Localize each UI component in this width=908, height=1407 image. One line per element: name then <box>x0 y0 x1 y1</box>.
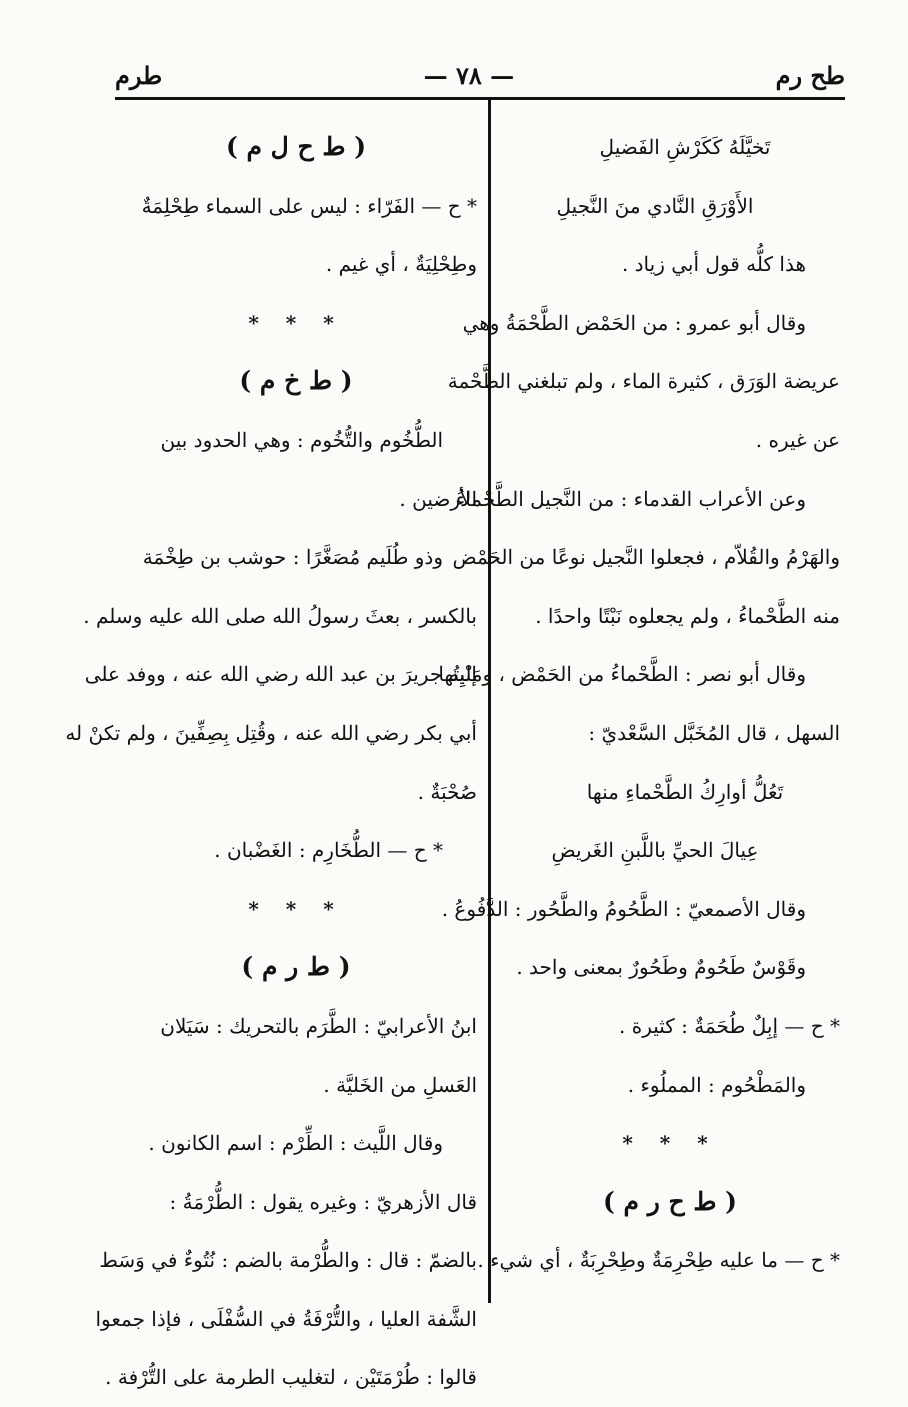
text-line: وقَوْسٌ طَحُومٌ وطَحُورٌ بمعنى واحد . <box>516 955 806 980</box>
text-line: والمَطْحُوم : المملُوء . <box>627 1072 806 1097</box>
text-line: عريضة الوَرَق ، كثيرة الماء ، ولم تبلغني الطَّحْمة <box>447 369 840 394</box>
text-line: * ح — الفَرّاء : ليس على السماء طِحْلِمَةٌ <box>141 193 477 218</box>
text-line: هذا كلُّه قول أبي زياد . <box>621 252 806 277</box>
text-line: إليه جريرَ بن عبد الله رضي الله عنه ، ووفد على <box>84 662 477 687</box>
text-line: وذو طُلَيم مُصَغَّرًا : حوشب بن طِخْمَة <box>142 545 443 570</box>
text-line: الشَّفة العليا ، والتُّرْفَةُ في السُّفْلَى ، فإذا جمعوا <box>95 1306 477 1331</box>
header-right-title: طح رم <box>775 60 845 90</box>
entry-heading: ( ط ح ر م ) <box>603 1186 737 1216</box>
text-line: وقال أبو عمرو : من الحَمْض الطَّحْمَةُ وهي <box>462 310 806 335</box>
page-header <box>115 58 845 92</box>
text-line: أبي بكر رضي الله عنه ، وقُتِل بِصِفِّينَ ، ولم تكنْ له <box>65 720 477 745</box>
text-line: * ح — ما عليه طِحْرِمَةٌ وطِحْرِبَةٌ ، أي شيء . <box>477 1248 840 1273</box>
verse-line: الأَوْرَقِ النَّادي منَ النَّجيلِ <box>556 193 754 218</box>
text-line: وطِحْلِيَةٌ ، أي غيم . <box>325 252 477 277</box>
verse-line: تَخيَّلَهُ كَكَرْشِ الفَضيلِ <box>599 135 771 159</box>
text-line: الطُّخُوم والتُّخُوم : وهي الحدود بين <box>160 427 443 452</box>
entry-heading: ( ط خ م ) <box>239 366 353 396</box>
verse-line: تَعُلُّ أوارِكُ الطَّحْماءِ منها <box>586 779 784 804</box>
text-line: بالضمّ : قال : والطُّرْمة بالضم : نُتُوءٌ في وَسَط <box>99 1248 477 1273</box>
text-line: ابنُ الأعرابيّ : الطَّرَم بالتحريك : سَيَلان <box>160 1013 477 1038</box>
text-line: العَسلِ من الخَليَّة . <box>323 1072 477 1097</box>
text-line: الأرضين . <box>399 486 477 511</box>
verse-line: عِيالَ الحيِّ باللَّبنِ الغَريضِ <box>551 838 759 863</box>
text-line: والهَرْمُ والقُلاّم ، فجعلوا النَّجيل نوعًا من الحَمْض <box>452 545 840 570</box>
left-column <box>65 118 477 1407</box>
section-separator: * * * <box>622 1131 718 1156</box>
text-line: قال الأزهريّ : وغيره يقول : الطُّرْمَةُ : <box>169 1189 477 1214</box>
section-separator: * * * <box>248 310 344 335</box>
header-left-title: طرم <box>115 60 163 90</box>
page-number: — ٧٨ — <box>423 60 515 90</box>
entry-heading: ( ط ح ل م ) <box>225 132 367 161</box>
text-line: منه الطَّحْماءُ ، ولم يجعلوه نَبْتًا واحدًا . <box>535 603 840 628</box>
text-line: وقال أبو نصر : الطَّحْماءُ من الحَمْض ، ومَنْبِتُها <box>438 662 806 687</box>
text-line: وقال اللَّيث : الطِّرْم : اسم الكانون . <box>148 1131 443 1156</box>
text-line: * ح — الطُّخَارِم : الغَضْبان . <box>214 838 443 863</box>
text-line: عن غيره . <box>755 427 840 452</box>
text-line: بالكسر ، بعثَ رسولُ الله صلى الله عليه وسلم . <box>83 603 477 628</box>
text-line: وقال الأصمعيّ : الطَّحُومُ والطَّحُور : الدَّفُوعُ . <box>441 896 806 921</box>
header-rule <box>115 97 845 100</box>
text-line: السهل ، قال المُخَبَّل السَّعْديّ : <box>588 720 840 745</box>
section-separator: * * * <box>248 896 344 921</box>
text-line: صُحْبَةٌ . <box>417 779 477 804</box>
text-line: قالوا : طُرْمَتَيْن ، لتغليب الطرمة على التُّرْفة . <box>105 1365 477 1390</box>
text-line: وعن الأعراب القدماء : من النَّجيل الطَّحْماءُ <box>455 486 806 511</box>
entry-heading: ( ط ر م ) <box>241 952 351 982</box>
text-line: * ح — إبِلٌ طُحَمَةٌ : كثيرة . <box>619 1013 840 1038</box>
